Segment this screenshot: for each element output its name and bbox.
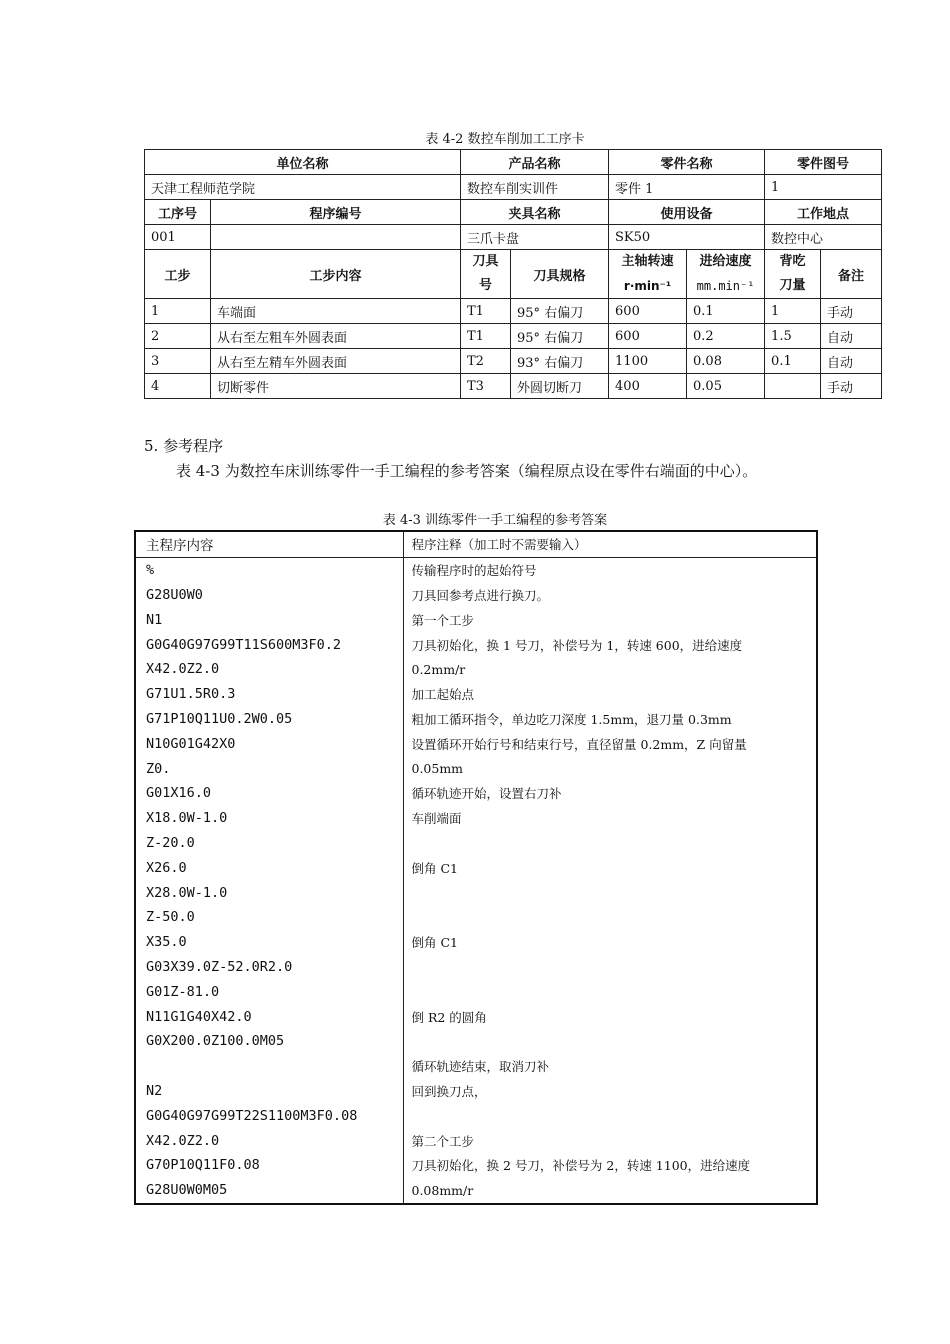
tool-no-header-line-2: 号 [479,278,493,293]
step-speed: 600 [609,299,687,324]
program-code: X28.0W-1.0 [135,880,403,905]
program-table [134,530,818,1205]
drawing-no-value: 1 [765,175,882,200]
step-row [145,324,882,349]
program-comment [403,979,817,1004]
program-comment [403,955,817,980]
program-code: G0G40G97G99T22S1100M3F0.08 [135,1103,403,1128]
process-no-value: 001 [145,225,211,250]
program-comment: 刀具初始化，换 2 号刀，补偿号为 2，转速 1100，进给速度 [411,1158,751,1174]
card-header-row-1 [145,150,882,175]
program-row [135,557,817,582]
program-code: X35.0 [135,930,403,955]
program-code: % [135,557,403,582]
step-tool: T2 [461,349,511,374]
step-number: 3 [145,349,211,374]
program-code: Z-50.0 [135,905,403,930]
step-note: 自动 [821,349,882,374]
step-depth [765,374,821,399]
part-name-header: 零件名称 [609,150,765,175]
step-speed: 600 [609,324,687,349]
step-feed: 0.05 [687,374,765,399]
step-speed: 1100 [609,349,687,374]
program-comment: 刀具初始化，换 1 号刀，补偿号为 1，转速 600，进给速度 [411,637,743,653]
step-content: 从右至左精车外圆表面 [211,349,461,374]
program-code: G70P10Q11F0.08 [135,1153,403,1178]
equipment-value: SK50 [609,225,765,250]
program-row [135,607,817,632]
program-row [135,955,817,980]
program-comment: 第一个工步 [411,612,475,628]
program-code: G71U1.5R0.3 [135,682,403,707]
program-row [135,1029,817,1054]
program-content-header: 主程序内容 [135,531,403,557]
step-tool-spec: 95° 右偏刀 [511,299,609,324]
program-comment: 第二个工步 [411,1133,475,1149]
program-row [135,1178,817,1204]
program-row [135,1004,817,1029]
program-no-value [211,225,461,250]
program-row [135,855,817,880]
step-feed: 0.1 [687,299,765,324]
step-note: 手动 [821,374,882,399]
program-comment [403,831,817,856]
product-name-header: 产品名称 [461,150,609,175]
program-comment: 传输程序时的起始符号 [411,563,537,579]
program-comment: 倒角 C1 [411,935,458,951]
program-row [135,632,817,657]
program-row [135,682,817,707]
program-no-header: 程序编号 [211,200,461,225]
program-code: X42.0Z2.0 [135,1128,403,1153]
part-name-value: 零件 1 [609,175,765,200]
step-content: 从右至左粗车外圆表面 [211,324,461,349]
program-comment: 刀具回参考点进行换刀。 [411,587,550,603]
fixture-header: 夹具名称 [461,200,609,225]
program-code: X18.0W-1.0 [135,806,403,831]
step-tool: T3 [461,374,511,399]
step-tool-spec: 外圆切断刀 [511,374,609,399]
program-comment [403,1029,817,1054]
program-comment: 循环轨迹结束，取消刀补 [411,1059,550,1075]
program-row [135,806,817,831]
program-row [135,930,817,955]
spindle-speed-header-line-2: r·min⁻¹ [623,279,672,293]
location-header: 工作地点 [765,200,882,225]
program-comment: 倒角 C1 [411,860,458,876]
cut-depth-header-line-1: 背吃 [779,254,806,269]
step-note: 自动 [821,324,882,349]
cut-depth-header [765,250,821,299]
step-number: 4 [145,374,211,399]
program-code: N2 [135,1079,403,1104]
program-row [135,731,817,756]
process-card-caption: 表 4-2 数控车削加工工序卡 [425,132,585,147]
program-comment: 倒 R2 的圆角 [411,1009,487,1025]
program-code: G01X16.0 [135,781,403,806]
step-note: 手动 [821,299,882,324]
program-code: G28U0W0M05 [135,1178,403,1204]
card-header-row-2 [145,200,882,225]
program-row [135,880,817,905]
process-no-header: 工序号 [145,200,211,225]
program-row [135,979,817,1004]
fixture-value: 三爪卡盘 [461,225,609,250]
program-row [135,1054,817,1079]
program-code [135,1054,403,1079]
program-comment: 车削端面 [411,811,462,827]
step-tool: T1 [461,324,511,349]
step-number: 1 [145,299,211,324]
step-row [145,374,882,399]
process-card-table [144,149,882,399]
location-value: 数控中心 [765,225,882,250]
step-row [145,349,882,374]
program-code: N10G01G42X0 [135,731,403,756]
program-header-row [135,531,817,557]
step-tool-spec: 93° 右偏刀 [511,349,609,374]
program-row [135,831,817,856]
feed-rate-header-line-1: 进给速度 [699,254,752,269]
spindle-speed-header [609,250,687,299]
tool-spec-header: 刀具规格 [511,250,609,299]
step-content-header: 工步内容 [211,250,461,299]
section-title: 5. 参考程序 [144,437,224,455]
program-code: G71P10Q11U0.2W0.05 [135,707,403,732]
step-depth: 1 [765,299,821,324]
program-code: G28U0W0 [135,583,403,608]
program-comment: 设置循环开始行号和结束行号，直径留量 0.2mm，Z 向留量 [411,736,747,752]
program-row [135,1153,817,1178]
program-row [135,657,817,682]
program-code: G0X200.0Z100.0M05 [135,1029,403,1054]
step-row [145,299,882,324]
program-comment [403,905,817,930]
program-comment: 加工起始点 [411,687,475,703]
program-comment-header: 程序注释（加工时不需要输入） [403,531,817,557]
feed-rate-header [687,250,765,299]
program-row [135,1103,817,1128]
program-table-caption: 表 4-3 训练零件一手工编程的参考答案 [382,513,608,528]
program-comment: 0.08mm/r [411,1182,474,1198]
unit-name-header: 单位名称 [145,150,461,175]
program-code: G03X39.0Z-52.0R2.0 [135,955,403,980]
program-row [135,1128,817,1153]
note-header: 备注 [821,250,882,299]
program-row [135,781,817,806]
program-row [135,1079,817,1104]
program-comment [403,880,817,905]
card-value-row-2 [145,225,882,250]
program-comment: 0.05mm [411,761,464,777]
tool-no-header-line-1: 刀具 [472,254,499,269]
step-depth: 0.1 [765,349,821,374]
program-code: Z-20.0 [135,831,403,856]
program-code: Z0. [135,756,403,781]
program-row [135,756,817,781]
card-value-row-1 [145,175,882,200]
program-row [135,707,817,732]
program-code: X42.0Z2.0 [135,657,403,682]
program-row [135,583,817,608]
program-comment: 粗加工循环指令，单边吃刀深度 1.5mm，退刀量 0.3mm [411,711,732,727]
tool-no-header [461,250,511,299]
feed-rate-header-line-2: mm.min⁻¹ [696,279,755,293]
program-code: G01Z-81.0 [135,979,403,1004]
program-comment: 回到换刀点， [411,1083,487,1099]
step-feed: 0.08 [687,349,765,374]
program-comment: 循环轨迹开始，设置右刀补 [411,786,562,802]
step-number: 2 [145,324,211,349]
program-code: G0G40G97G99T11S600M3F0.2 [135,632,403,657]
step-tool-spec: 95° 右偏刀 [511,324,609,349]
step-depth: 1.5 [765,324,821,349]
section-paragraph: 表 4-3 为数控车床训练零件一手工编程的参考答案（编程原点设在零件右端面的中心）。 [176,462,758,480]
program-comment: 0.2mm/r [411,661,466,677]
drawing-no-header: 零件图号 [765,150,882,175]
cut-depth-header-line-2: 刀量 [779,278,806,293]
equipment-header: 使用设备 [609,200,765,225]
program-code: X26.0 [135,855,403,880]
program-code: N1 [135,607,403,632]
step-header-row [145,250,882,299]
step-content: 车端面 [211,299,461,324]
step-speed: 400 [609,374,687,399]
program-comment [403,1103,817,1128]
step-content: 切断零件 [211,374,461,399]
program-row [135,905,817,930]
spindle-speed-header-line-1: 主轴转速 [621,254,674,269]
step-header: 工步 [145,250,211,299]
step-feed: 0.2 [687,324,765,349]
product-name-value: 数控车削实训件 [461,175,609,200]
program-code: N11G1G40X42.0 [135,1004,403,1029]
unit-name-value: 天津工程师范学院 [145,175,461,200]
step-tool: T1 [461,299,511,324]
